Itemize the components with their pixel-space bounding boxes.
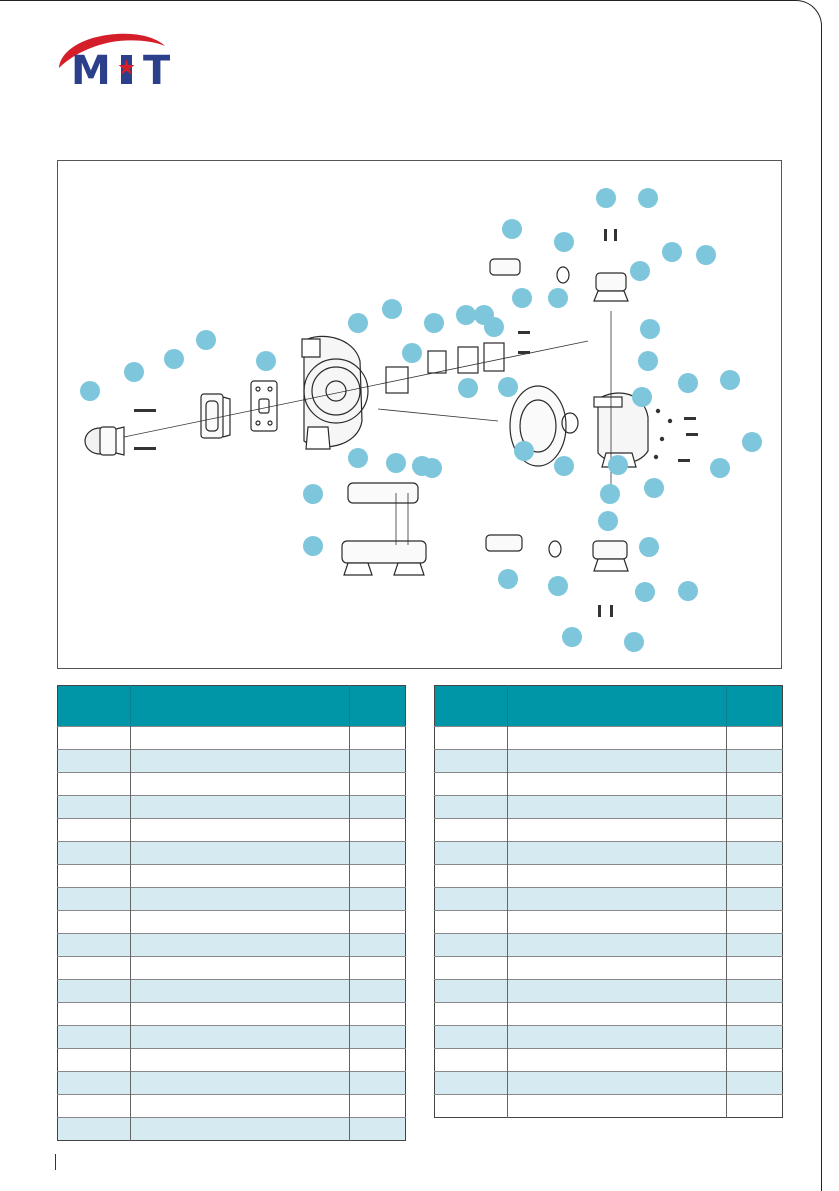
table-cell bbox=[131, 727, 350, 750]
table-row bbox=[435, 1003, 783, 1026]
table-row bbox=[58, 980, 406, 1003]
table-cell bbox=[58, 865, 131, 888]
table-cell bbox=[350, 980, 406, 1003]
table-row bbox=[58, 750, 406, 773]
table-row bbox=[435, 1049, 783, 1072]
table-cell bbox=[727, 750, 783, 773]
part-callout-bubble bbox=[164, 349, 184, 369]
table-row bbox=[58, 727, 406, 750]
table-row bbox=[435, 819, 783, 842]
table-cell bbox=[350, 750, 406, 773]
table-cell bbox=[435, 1026, 508, 1049]
table-cell bbox=[131, 1003, 350, 1026]
table-cell bbox=[131, 1026, 350, 1049]
table-cell bbox=[435, 796, 508, 819]
table-row bbox=[58, 934, 406, 957]
table-cell bbox=[508, 957, 727, 980]
part-callout-bubble bbox=[498, 377, 518, 397]
table-cell bbox=[131, 957, 350, 980]
part-callout-bubble bbox=[498, 569, 518, 589]
table-cell bbox=[727, 957, 783, 980]
table-cell bbox=[727, 934, 783, 957]
part-callout-bubble bbox=[256, 351, 276, 371]
table-cell bbox=[435, 1049, 508, 1072]
center-housing bbox=[302, 336, 368, 449]
part-callout-bubble bbox=[386, 453, 406, 473]
table-cell bbox=[727, 1095, 783, 1118]
table-cell bbox=[508, 842, 727, 865]
part-callout-bubble bbox=[554, 232, 574, 252]
part-callout-bubble bbox=[502, 219, 522, 239]
table-cell bbox=[508, 1049, 727, 1072]
table-cell bbox=[58, 796, 131, 819]
part-callouts bbox=[80, 188, 762, 652]
table-cell bbox=[131, 911, 350, 934]
table-cell bbox=[727, 1003, 783, 1026]
table-row bbox=[58, 1049, 406, 1072]
table-cell bbox=[435, 980, 508, 1003]
header-cell bbox=[508, 686, 727, 727]
part-callout-bubble bbox=[678, 581, 698, 601]
table-row bbox=[58, 796, 406, 819]
part-callout-bubble bbox=[80, 381, 100, 401]
part-callout-bubble bbox=[635, 582, 655, 602]
table-cell bbox=[350, 865, 406, 888]
part-callout-bubble bbox=[624, 632, 644, 652]
part-callout-bubble bbox=[124, 362, 144, 382]
table-cell bbox=[727, 1026, 783, 1049]
table-row bbox=[58, 1072, 406, 1095]
bottom-manifold bbox=[486, 535, 628, 571]
table-row bbox=[435, 888, 783, 911]
table-cell bbox=[435, 911, 508, 934]
svg-text:M: M bbox=[71, 48, 112, 90]
table-cell bbox=[58, 750, 131, 773]
table-cell bbox=[58, 773, 131, 796]
table-row bbox=[58, 1026, 406, 1049]
table-cell bbox=[508, 1026, 727, 1049]
part-callout-bubble bbox=[424, 313, 444, 333]
table-cell bbox=[435, 1072, 508, 1095]
part-callout-bubble bbox=[742, 432, 762, 452]
table-cell bbox=[58, 1049, 131, 1072]
exploded-pump-drawing bbox=[58, 161, 783, 670]
part-callout-bubble bbox=[348, 448, 368, 468]
table-cell bbox=[131, 934, 350, 957]
part-callout-bubble bbox=[303, 536, 323, 556]
part-callout-bubble bbox=[348, 313, 368, 333]
header-cell bbox=[58, 686, 131, 727]
part-callout-bubble bbox=[598, 511, 618, 531]
table-cell bbox=[58, 911, 131, 934]
table-row bbox=[435, 1095, 783, 1118]
part-callout-bubble bbox=[639, 537, 659, 557]
table-cell bbox=[350, 1003, 406, 1026]
part-callout-bubble bbox=[196, 330, 216, 350]
table-cell bbox=[58, 957, 131, 980]
part-callout-bubble bbox=[596, 188, 616, 208]
exploded-view-diagram bbox=[57, 160, 782, 669]
table-cell bbox=[727, 819, 783, 842]
table-cell bbox=[727, 1072, 783, 1095]
table-row bbox=[435, 750, 783, 773]
part-callout-bubble bbox=[638, 188, 658, 208]
table-row bbox=[435, 796, 783, 819]
table-cell bbox=[508, 980, 727, 1003]
table-cell bbox=[350, 819, 406, 842]
table-cell bbox=[58, 888, 131, 911]
table-header-row bbox=[435, 686, 783, 727]
table-cell bbox=[131, 980, 350, 1003]
table-cell bbox=[131, 842, 350, 865]
mit-logo bbox=[55, 28, 170, 90]
table-cell bbox=[58, 727, 131, 750]
table-cell bbox=[350, 1072, 406, 1095]
table-cell bbox=[508, 911, 727, 934]
part-callout-bubble bbox=[458, 378, 478, 398]
table-cell bbox=[508, 773, 727, 796]
table-cell bbox=[131, 1049, 350, 1072]
table-cell bbox=[350, 773, 406, 796]
table-cell bbox=[131, 819, 350, 842]
table-row bbox=[435, 911, 783, 934]
table-cell bbox=[131, 750, 350, 773]
part-callout-bubble bbox=[630, 261, 650, 281]
end-cap-left bbox=[85, 427, 124, 455]
table-cell bbox=[508, 819, 727, 842]
table-cell bbox=[131, 1095, 350, 1118]
table-row bbox=[435, 842, 783, 865]
table-cell bbox=[508, 1072, 727, 1095]
table-cell bbox=[131, 773, 350, 796]
header-cell bbox=[131, 686, 350, 727]
table-row bbox=[435, 865, 783, 888]
table-cell bbox=[508, 1095, 727, 1118]
table-cell bbox=[350, 888, 406, 911]
table-cell bbox=[435, 1095, 508, 1118]
table-cell bbox=[435, 888, 508, 911]
table-cell bbox=[435, 842, 508, 865]
part-callout-bubble bbox=[402, 343, 422, 363]
table-cell bbox=[727, 727, 783, 750]
table-cell bbox=[727, 980, 783, 1003]
table-cell bbox=[508, 1003, 727, 1026]
header-cell bbox=[435, 686, 508, 727]
table-cell bbox=[508, 796, 727, 819]
table-cell bbox=[58, 1095, 131, 1118]
table-row bbox=[58, 911, 406, 934]
table-cell bbox=[508, 865, 727, 888]
table-cell bbox=[131, 1118, 350, 1141]
table-row bbox=[435, 980, 783, 1003]
table-cell bbox=[58, 842, 131, 865]
table-cell bbox=[350, 934, 406, 957]
part-callout-bubble bbox=[644, 478, 664, 498]
header-cell bbox=[727, 686, 783, 727]
part-callout-bubble bbox=[608, 455, 628, 475]
table-row bbox=[435, 773, 783, 796]
table-cell bbox=[131, 865, 350, 888]
table-cell bbox=[435, 727, 508, 750]
part-callout-bubble bbox=[514, 441, 534, 461]
table-cell bbox=[727, 842, 783, 865]
part-callout-bubble bbox=[548, 576, 568, 596]
table-cell bbox=[727, 911, 783, 934]
table-row bbox=[58, 865, 406, 888]
table-row bbox=[58, 957, 406, 980]
table-cell bbox=[131, 796, 350, 819]
header-cell bbox=[350, 686, 406, 727]
part-callout-bubble bbox=[554, 456, 574, 476]
part-callout-bubble bbox=[422, 458, 442, 478]
table-cell bbox=[350, 1026, 406, 1049]
table-cell bbox=[58, 819, 131, 842]
parts-table-right bbox=[434, 685, 783, 1118]
table-row bbox=[58, 1118, 406, 1141]
part-callout-bubble bbox=[512, 288, 532, 308]
table-row bbox=[58, 1003, 406, 1026]
table-cell bbox=[435, 819, 508, 842]
table-cell bbox=[435, 750, 508, 773]
table-cell bbox=[727, 888, 783, 911]
table-row bbox=[58, 773, 406, 796]
table-cell bbox=[508, 750, 727, 773]
parts-table-left bbox=[57, 685, 406, 1141]
table-cell bbox=[435, 957, 508, 980]
table-row bbox=[435, 1026, 783, 1049]
part-callout-bubble bbox=[456, 305, 476, 325]
table-row bbox=[435, 934, 783, 957]
table-cell bbox=[350, 911, 406, 934]
part-callout-bubble bbox=[600, 484, 620, 504]
part-callout-bubble bbox=[484, 317, 504, 337]
table-cell bbox=[350, 1095, 406, 1118]
table-cell bbox=[727, 865, 783, 888]
table-cell bbox=[58, 934, 131, 957]
part-callout-bubble bbox=[632, 387, 652, 407]
part-callout-bubble bbox=[720, 370, 740, 390]
part-callout-bubble bbox=[640, 319, 660, 339]
table-row bbox=[435, 1072, 783, 1095]
table-header-row bbox=[58, 686, 406, 727]
table-cell bbox=[727, 773, 783, 796]
part-callout-bubble bbox=[678, 373, 698, 393]
table-cell bbox=[435, 934, 508, 957]
table-cell bbox=[350, 1118, 406, 1141]
table-cell bbox=[727, 796, 783, 819]
part-callout-bubble bbox=[303, 484, 323, 504]
table-cell bbox=[350, 796, 406, 819]
left-manifold bbox=[342, 483, 426, 575]
table-row bbox=[58, 1095, 406, 1118]
table-cell bbox=[350, 842, 406, 865]
table-cell bbox=[350, 1049, 406, 1072]
table-row bbox=[435, 957, 783, 980]
part-callout-bubble bbox=[638, 351, 658, 371]
table-cell bbox=[435, 773, 508, 796]
table-cell bbox=[350, 727, 406, 750]
table-cell bbox=[58, 1072, 131, 1095]
svg-text:T: T bbox=[143, 48, 170, 90]
footer-divider bbox=[55, 1154, 56, 1170]
table-cell bbox=[435, 865, 508, 888]
table-cell bbox=[58, 1118, 131, 1141]
table-cell bbox=[508, 727, 727, 750]
table-cell bbox=[508, 888, 727, 911]
table-cell bbox=[58, 1026, 131, 1049]
table-cell bbox=[58, 980, 131, 1003]
table-cell bbox=[727, 1049, 783, 1072]
part-callout-bubble bbox=[548, 288, 568, 308]
part-callout-bubble bbox=[562, 627, 582, 647]
part-callout-bubble bbox=[696, 245, 716, 265]
table-cell bbox=[131, 1072, 350, 1095]
part-callout-bubble bbox=[710, 458, 730, 478]
table-cell bbox=[58, 1003, 131, 1026]
table-cell bbox=[131, 888, 350, 911]
table-row bbox=[58, 842, 406, 865]
part-callout-bubble bbox=[662, 242, 682, 262]
table-cell bbox=[350, 957, 406, 980]
table-row bbox=[58, 819, 406, 842]
table-cell bbox=[435, 1003, 508, 1026]
table-row bbox=[58, 888, 406, 911]
table-cell bbox=[508, 934, 727, 957]
table-row bbox=[435, 727, 783, 750]
part-callout-bubble bbox=[382, 299, 402, 319]
